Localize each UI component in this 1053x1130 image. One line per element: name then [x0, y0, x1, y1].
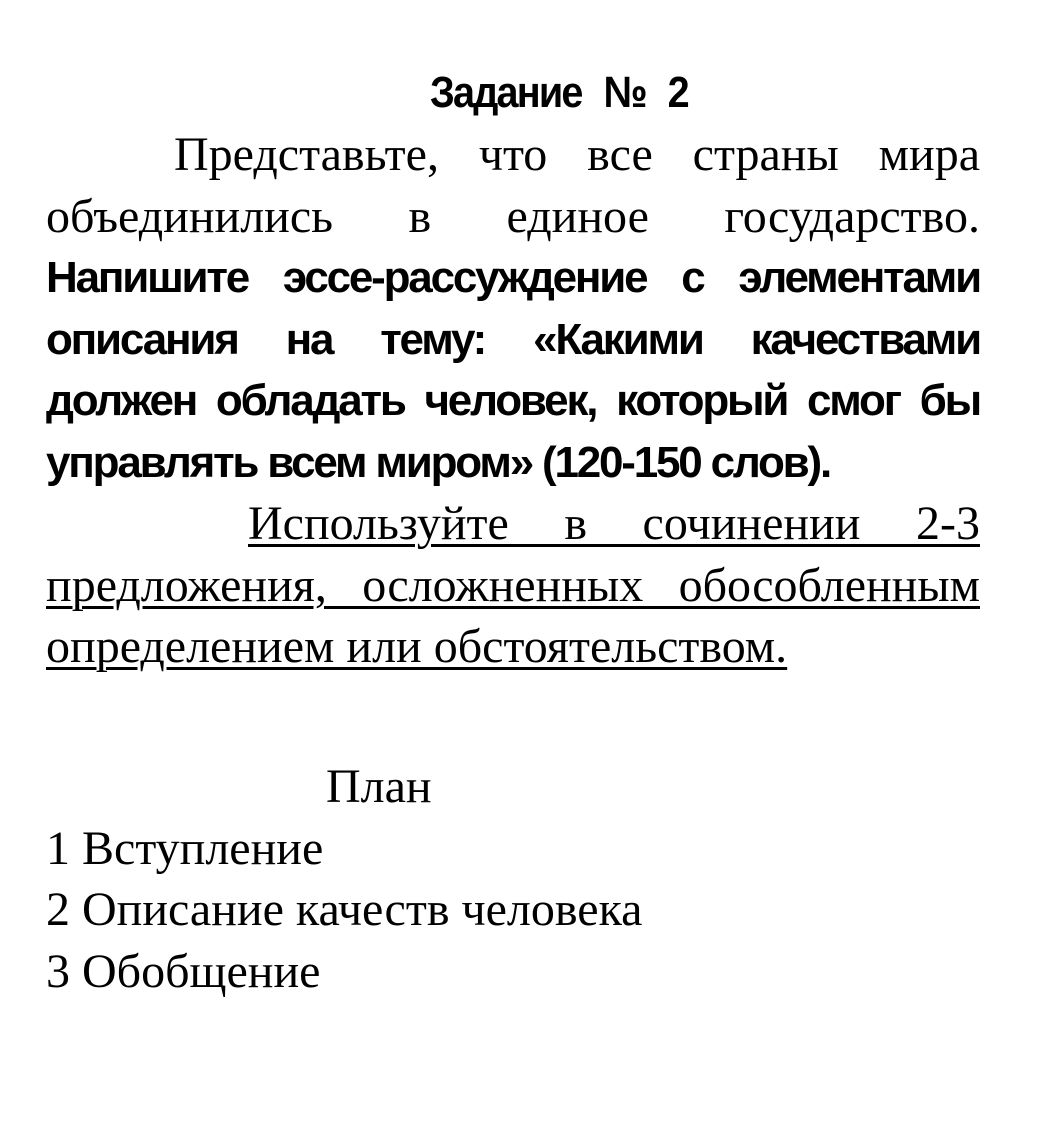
requirement-paragraph: Используйте в сочинении 2-3 предложения, осложненных обособленным определением или обстоятельством. — [46, 497, 980, 673]
task-paragraph — [46, 124, 980, 493]
document-page — [46, 62, 980, 1002]
plan-item-description: 2 Описание качеств человека — [46, 883, 643, 936]
intro-sentence: Представьте, что все страны мира объединились в единое государство. — [46, 128, 980, 243]
plan-item-intro: 1 Вступление — [46, 821, 324, 875]
task-statement: Напишите эссе-рассуждение с элементами описания на тему: «Какими качествами должен обладать человек, который смог бы управлять всем миром» (120-150 слов). — [46, 253, 980, 487]
spacer — [46, 678, 980, 756]
plan-title: План — [326, 759, 432, 813]
plan-list — [46, 818, 980, 1003]
plan-item-summary: 3 Обобщение — [46, 944, 321, 998]
task-heading: Задание № 2 — [429, 68, 688, 117]
